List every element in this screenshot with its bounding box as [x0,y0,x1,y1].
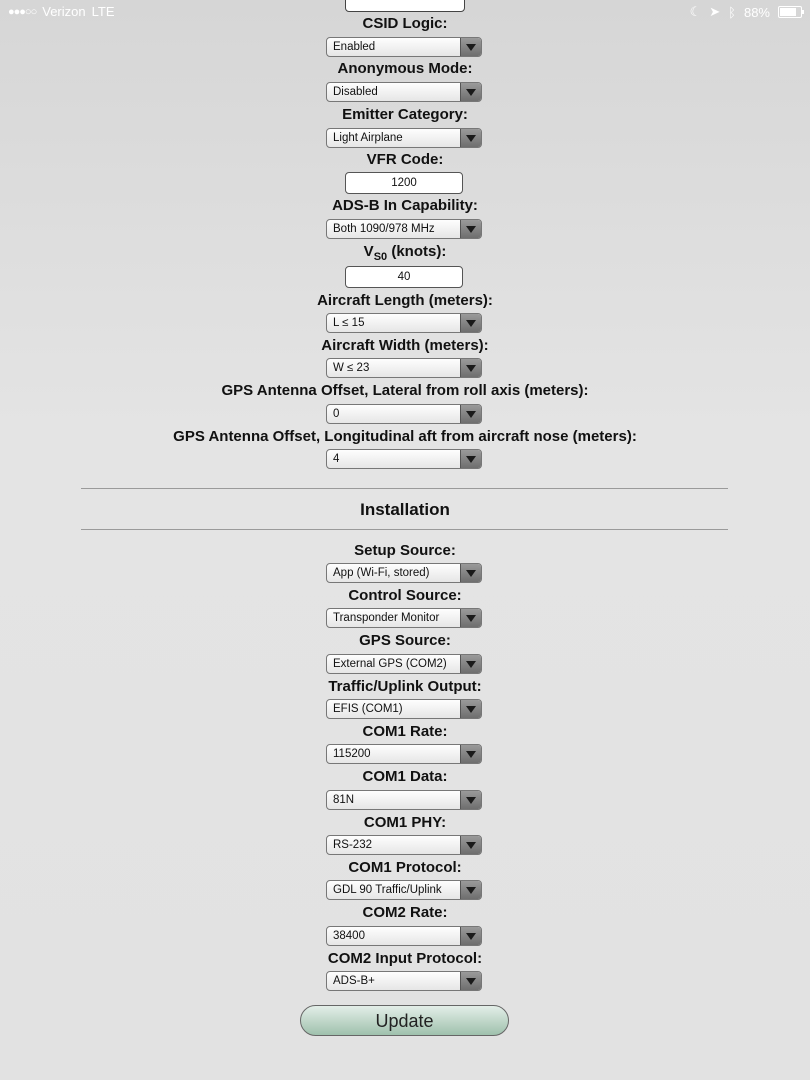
aircraft-length-select[interactable] [326,313,482,333]
aircraft-length-label: Aircraft Length (meters): [317,292,493,309]
chevron-down-icon [460,564,481,582]
chevron-down-icon [460,972,481,990]
status-bar [0,0,810,22]
control-source-label: Control Source: [348,587,462,604]
chevron-down-icon [460,83,481,101]
csid-logic-label: CSID Logic: [362,15,448,32]
network-type: LTE [91,4,115,19]
vs0-input[interactable]: 40 [345,266,463,288]
com1-data-select[interactable] [326,790,482,810]
com1-rate-label: COM1 Rate: [362,723,448,740]
adsb-in-capability-value: Both 1090/978 MHz [333,223,435,235]
emitter-category-select[interactable] [326,128,482,148]
com1-data-value: 81N [333,794,355,806]
com2-input-protocol-select[interactable] [326,971,482,991]
update-button[interactable]: Update [300,1005,509,1036]
com2-rate-label: COM2 Rate: [362,904,448,921]
com1-rate-select[interactable] [326,744,482,764]
chevron-down-icon [460,655,481,673]
location-arrow-icon: ➤ [709,4,721,19]
gps-source-label: GPS Source: [359,632,451,649]
vs0-label-units: (knots): [387,243,447,260]
gps-source-value: External GPS (COM2) [333,658,447,670]
chevron-down-icon [460,38,481,56]
gps-offset-longitudinal-value: 4 [333,453,340,465]
csid-logic-value: Enabled [333,41,376,53]
com1-protocol-value: GDL 90 Traffic/Uplink [333,884,442,896]
com2-rate-value: 38400 [333,930,365,942]
carrier-name: Verizon [42,4,86,19]
com2-input-protocol-label: COM2 Input Protocol: [327,950,483,967]
gps-offset-longitudinal-label: GPS Antenna Offset, Longitudinal aft from aircraft nose (meters): [173,428,637,445]
section-divider-bottom [81,529,728,530]
vfr-code-label: VFR Code: [366,151,444,168]
chevron-down-icon [460,881,481,899]
gps-offset-lateral-value: 0 [333,408,340,420]
com2-rate-select[interactable] [326,926,482,946]
anonymous-mode-label: Anonymous Mode: [337,60,473,77]
chevron-down-icon [460,359,481,377]
vs0-label-subscript: S0 [373,251,388,263]
chevron-down-icon [460,129,481,147]
aircraft-length-value: L ≤ 15 [333,317,365,329]
vfr-code-input[interactable]: 1200 [345,172,463,194]
com2-input-protocol-value: ADS-B+ [333,975,375,987]
control-source-select[interactable] [326,608,482,628]
aircraft-width-select[interactable] [326,358,482,378]
battery-percent: 88% [743,4,770,20]
setup-source-value: App (Wi-Fi, stored) [333,567,430,579]
installation-section-title: Installation [360,500,450,519]
setup-source-select[interactable] [326,563,482,583]
chevron-down-icon [460,450,481,468]
vs0-label [0,243,810,266]
control-source-value: Transponder Monitor [333,612,440,624]
adsb-in-capability-label: ADS-B In Capability: [332,197,478,214]
aircraft-width-value: W ≤ 23 [333,362,370,374]
bluetooth-icon: ᛒ [728,4,736,20]
gps-source-select[interactable] [326,654,482,674]
gps-offset-lateral-select[interactable] [326,404,482,424]
csid-logic-select[interactable] [326,37,482,57]
anonymous-mode-value: Disabled [333,86,378,98]
chevron-down-icon [460,836,481,854]
anonymous-mode-select[interactable] [326,82,482,102]
chevron-down-icon [460,700,481,718]
com1-phy-select[interactable] [326,835,482,855]
battery-icon [778,6,802,18]
chevron-down-icon [460,927,481,945]
com1-protocol-select[interactable] [326,880,482,900]
emitter-category-label: Emitter Category: [342,106,468,123]
moon-icon: ☾ [689,4,702,19]
com1-phy-label: COM1 PHY: [363,814,447,831]
battery-level-fill [780,8,796,16]
chevron-down-icon [460,609,481,627]
chevron-down-icon [460,220,481,238]
com1-phy-value: RS-232 [333,839,372,851]
aircraft-width-label: Aircraft Width (meters): [321,337,489,354]
com1-data-label: COM1 Data: [362,768,448,785]
section-divider-top [81,488,728,489]
com1-rate-value: 115200 [333,748,371,760]
gps-offset-lateral-label: GPS Antenna Offset, Lateral from roll axis (meters): [221,382,589,399]
gps-offset-longitudinal-select[interactable] [326,449,482,469]
emitter-category-value: Light Airplane [333,132,403,144]
chevron-down-icon [460,745,481,763]
traffic-uplink-output-label: Traffic/Uplink Output: [328,678,482,695]
setup-source-label: Setup Source: [354,542,456,559]
chevron-down-icon [460,314,481,332]
signal-strength-icon: ●●●○○ [8,5,37,18]
chevron-down-icon [460,405,481,423]
adsb-in-capability-select[interactable] [326,219,482,239]
com1-protocol-label: COM1 Protocol: [348,859,462,876]
vs0-label-main: V [363,243,374,260]
traffic-uplink-output-value: EFIS (COM1) [333,703,403,715]
traffic-uplink-output-select[interactable] [326,699,482,719]
chevron-down-icon [460,791,481,809]
